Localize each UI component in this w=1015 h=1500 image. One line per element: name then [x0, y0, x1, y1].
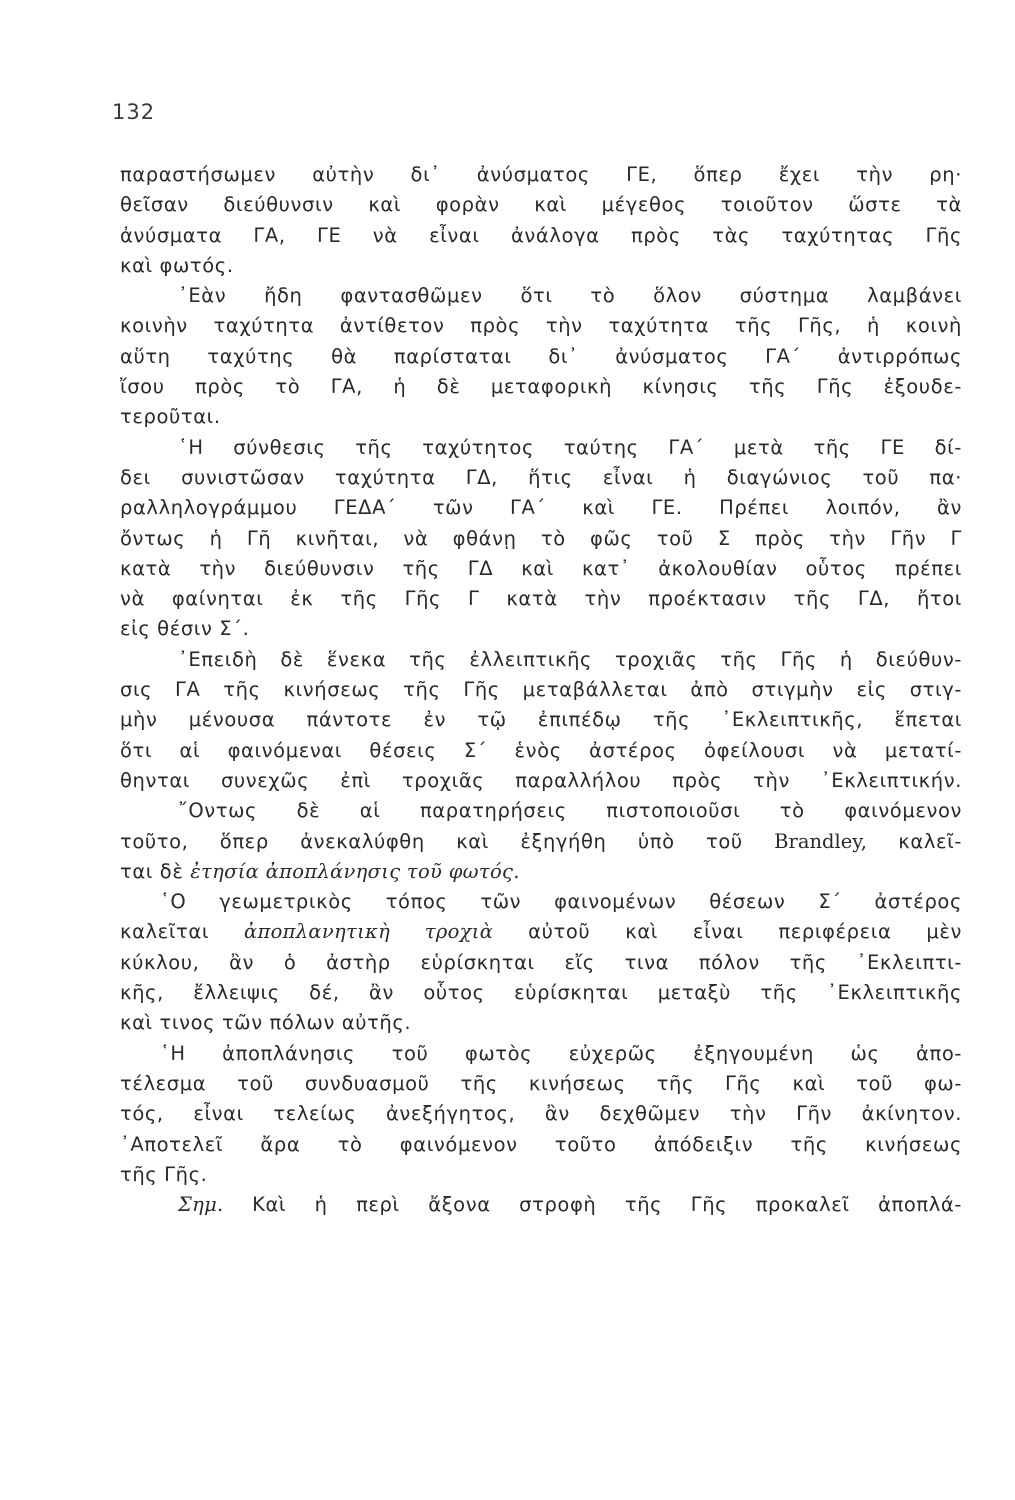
text-span: τοῦτο, ὅπερ ἀνεκαλύφθη καὶ ἐξηγήθη ὑπὸ τοῦ — [120, 829, 743, 853]
text-line: θηνται συνεχῶς ἐπὶ τροχιᾶς παραλλήλου πρὸς τὴν ᾿Εκλειπτικήν. — [120, 768, 962, 792]
paragraph-start: ῾Η ἀποπλάνησις τοῦ φωτὸς εὐχερῶς ἐξηγουμένη ὡς ἀπο- — [160, 1041, 962, 1065]
paragraph-start: ᾿Επειδὴ δὲ ἕνεκα τῆς ἐλλειπτικῆς τροχιᾶς τῆς Γῆς ἡ διεύθυν- — [178, 647, 962, 671]
text-line: κῆς, ἔλλειψις δέ, ἂν οὗτος εὑρίσκηται μεταξὺ τῆς ᾿Εκλειπτικῆς — [120, 981, 962, 1005]
paragraph-start: ᾿Εὰν ἤδη φαντασθῶμεν ὅτι τὸ ὅλον σύστημα λαμβάνει — [178, 284, 962, 308]
text-line: τῆς Γῆς. — [120, 1162, 208, 1186]
emphasis-term: ἀποπλανητικὴ τροχιὰ — [244, 920, 494, 944]
text-line: ἀνύσματα ΓΑ, ΓΕ νὰ εἶναι ἀνάλογα πρὸς τὰς ταχύτητας Γῆς — [120, 223, 962, 247]
page-number: 132 — [112, 100, 156, 124]
text-line: τέλεσμα τοῦ συνδυασμοῦ τῆς κινήσεως τῆς Γῆς καὶ τοῦ φω- — [120, 1071, 962, 1095]
page-body — [120, 160, 962, 1220]
paragraph-start: ῎Οντως δὲ αἱ παρατηρήσεις πιστοποιοῦσι τὸ φαινόμενον — [178, 799, 962, 823]
text-span: Καὶ ἡ περὶ ἄξονα στροφὴ τῆς Γῆς προκαλεῖ ἀποπλά- — [252, 1193, 962, 1217]
text-line: καὶ φωτός. — [120, 253, 234, 277]
note-line — [120, 1190, 962, 1220]
text-line: παραστήσωμεν αὐτὴν δι᾽ ἀνύσματος ΓΕ, ὅπερ ἔχει τὴν ρη· — [120, 163, 962, 186]
text-line: εἰς θέσιν Σ΄. — [120, 617, 250, 641]
text-line: ραλληλογράμμου ΓΕΔΑ΄ τῶν ΓΑ΄ καὶ ΓΕ. Πρέπει λοιπόν, ἂν — [120, 496, 962, 520]
text-line: μὴν μένουσα πάντοτε ἐν τῷ ἐπιπέδῳ τῆς ᾿Εκλειπτικῆς, ἕπεται — [120, 708, 962, 732]
text-line: ὅτι αἱ φαινόμεναι θέσεις Σ΄ ἑνὸς ἀστέρος ὀφείλουσι νὰ μετατί- — [120, 738, 962, 762]
text-line: θεῖσαν διεύθυνσιν καὶ φορὰν καὶ μέγεθος τοιοῦτον ὥστε τὰ — [120, 193, 962, 217]
text-line: νὰ φαίνηται ἐκ τῆς Γῆς Γ κατὰ τὴν προέκτασιν τῆς ΓΔ, ἤτοι — [120, 587, 962, 611]
text-line: τεροῦται. — [120, 405, 221, 429]
text-line — [120, 857, 962, 887]
name-brandley: Brandley, — [774, 829, 867, 853]
text-line: ἴσου πρὸς τὸ ΓΑ, ἡ δὲ μεταφορικὴ κίνησις τῆς Γῆς ἐξουδε- — [120, 375, 962, 399]
text-line: δει συνιστῶσαν ταχύτητα ΓΔ, ἥτις εἶναι ἡ διαγώνιος τοῦ πα· — [120, 465, 962, 489]
text-line: ὄντως ἡ Γῆ κινῆται, νὰ φθάνῃ τὸ φῶς τοῦ Σ πρὸς τὴν Γῆν Γ — [120, 526, 962, 550]
text-line: κατὰ τὴν διεύθυνσιν τῆς ΓΔ καὶ κατ᾽ ἀκολουθίαν οὗτος πρέπει — [120, 556, 962, 580]
text-span: καλεῖ- — [898, 829, 962, 853]
text-line: κύκλου, ἂν ὁ ἀστὴρ εὑρίσκηται εἴς τινα πόλον τῆς ᾿Εκλειπτι- — [120, 950, 962, 974]
text-line: τός, εἶναι τελείως ἀνεξήγητος, ἂν δεχθῶμεν τὴν Γῆν ἀκίνητον. — [120, 1102, 962, 1126]
text-line: καὶ τινος τῶν πόλων αὐτῆς. — [120, 1011, 412, 1035]
text-span: ται δὲ — [120, 859, 184, 883]
paragraph-start: ῾Ο γεωμετρικὸς τόπος τῶν φαινομένων θέσεων Σ΄ ἀστέρος — [160, 890, 962, 914]
paragraph-start: ῾Η σύνθεσις τῆς ταχύτητος ταύτης ΓΑ΄ μετὰ τῆς ΓΕ δί- — [178, 435, 962, 459]
note-label: Σημ. — [178, 1193, 224, 1217]
text-line — [120, 917, 962, 947]
text-line: αὕτη ταχύτης θὰ παρίσταται δι᾽ ἀνύσματος ΓΑ΄ ἀντιρρόπως — [120, 344, 962, 368]
text-line: ᾿Αποτελεῖ ἄρα τὸ φαινόμενον τοῦτο ἀπόδειξιν τῆς κινήσεως — [120, 1132, 962, 1156]
text-line: κοινὴν ταχύτητα ἀντίθετον πρὸς τὴν ταχύτητα τῆς Γῆς, ἡ κοινὴ — [120, 314, 962, 338]
emphasis-term: ἐτησία ἀποπλάνησις τοῦ φωτός. — [190, 859, 520, 883]
text-span: αὐτοῦ καὶ εἶναι περιφέρεια μὲν — [528, 920, 962, 944]
text-line: σις ΓΑ τῆς κινήσεως τῆς Γῆς μεταβάλλεται ἀπὸ στιγμὴν εἰς στιγ- — [120, 678, 962, 702]
text-span: καλεῖται — [120, 920, 210, 944]
text-line — [120, 827, 962, 857]
